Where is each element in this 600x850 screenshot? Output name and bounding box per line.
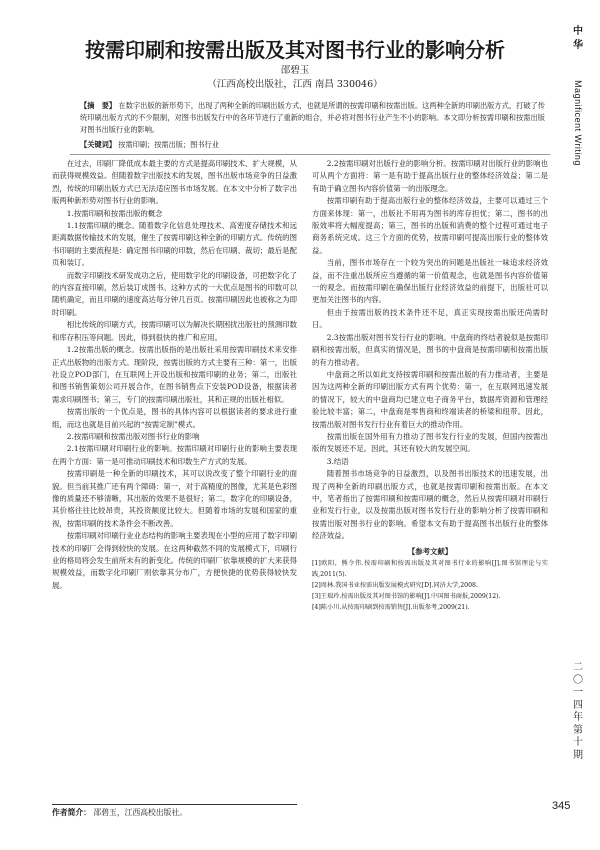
references-heading: 【参考文献】 [407,546,453,556]
paragraph: 中盘商之所以如此支持按需印刷和按需出版的有力推动者，主要是因为这两种全新的印刷出版方式有两个优势：第一，在互联网迅速发展的情况下，较大的中盘商均已建立电子商务平台，数据库资源和管理经验比较丰富；第二，中盘商是零售商和终端读者的桥梁和纽带。因此，按需出版对图书发行行业有着巨大的推动作用。 [312,369,548,429]
paragraph: 当前，图书市场存在一个较为突出的问题是出版社一味追求经济效益，而不注重出版所应当遵循的第一价值观念，也就是图书内容价值第一的观念。而按需印刷在确保出版行业经济效益的前提下，出版社可以更加关注图书的内容。 [312,258,548,305]
page-number: 345 [552,800,571,812]
paragraph: 按需出版的一个优点是，图书的具体内容可以根据读者的要求进行重组，而这也就是目前兴起的“按需定制”模式。 [52,407,297,429]
paragraph: 相比传统的印刷方式，按需印刷可以为解决长期困扰出版社的预测印数和库存积压等问题。因此，得到很快的推广和应用。 [52,320,297,342]
paragraph: 但由于按需出版的技术条件还不足，真正实现按需出版还尚需时日。 [312,307,548,330]
left-column [52,158,297,592]
issue-char: 年 [573,712,583,723]
section-heading: 1.按需印刷和按需出版的概念 [66,208,163,218]
section-heading: 3.结语 [326,456,349,466]
keywords [80,139,545,151]
reference-item: [1]欧阳，熊令伟.按需印刷和按需出版及其对图书行业的影响[J].图书馆理论与实践,2011(5). [312,560,548,578]
abstract-text: 在数字出版的新形势下，出现了两种全新的印刷出版方式，也就是所谓的按需印刷和按需出版。这两种全新的印刷出版方式，打破了传统印刷出版方式的不少限制，对图书出版发行中的各环节进行了重新的组合，并必将对图书行业产生不小的影响。本文即分析按需印刷和按需出版对图书出版行业的影响。 [80,101,545,134]
article-title: 按需印刷和按需出版及其对图书行业的影响分析 [85,38,505,62]
paragraph: 1.1按需印刷的概念。随着数字化信息处理技术、高密度存储技术和远距离数据传输技术的发展，催生了按需印刷这种全新的印刷方式。传统的图书印刷的主要流程是：确定图书印刷的印数，然后在印刷、裁切；最后是配页和装订。 [52,221,297,268]
journal-sidebar [556,0,600,850]
keywords-text: 按需印刷；按需出版；图书行业 [118,140,219,149]
paragraph: 2.1按需印刷对印刷行业的影响。按需印刷对印刷行业的影响主要表现在两个方面：第一是可推动印刷技术和印数生产方式的发展。 [52,444,297,466]
paragraph: 按需印刷有助于提高出版行业的整体经济效益，主要可以通过三个方面来体现：第一，出版社不用再为图书的库存担忧；第二，图书的出版效率将大幅度提高；第三，图书的出版和消费的整个过程可通过电子商务系统完成。这三个方面的优势，按需印刷可提高出版行业的整体效益。 [312,196,548,255]
paragraph: 按需印刷是一种全新的印刷技术，其可以说改变了整个印刷行业的面貌。但当前其推广还有两个障碍：第一，对于高精度的图像，尤其是色彩图像的质量还不够清晰，其出版的效果不是很好；第二，数字化的印刷设备，其价格往往比较昂贵，其投资额度比较大。但随着市场的发展和国家的重视，按需印刷的技术条件会不断改善。 [52,469,297,528]
journal-name-char-2: 华 [573,40,583,51]
issue-char: 期 [573,749,583,761]
reference-item: [3]王瑞玲.按需出版及其对图书馆的影响[J].中国图书商报,2009(12). [312,593,501,600]
section-heading: 2.按需印刷和按需出版对图书行业的影响 [66,431,200,441]
issue-char: 十 [573,737,583,748]
issue-char: 第 [573,724,583,736]
paragraph: 2.3按需出版对图书发行行业的影响。中盘商的终结者貌似是按需印刷和按需出版，但真实的情况是，图书的中盘商是按需印刷和按需出版的有力推动者。 [312,332,548,367]
article-author: 邵碧玉 [280,65,310,76]
paragraph: 2.2按需印刷对出版行业的影响分析。按需印刷对出版行业的影响也可从两个方面将：第一是有助于提高出版行业的整体经济效益；第二是有助于确立图书内容价值第一的出版理念。 [312,159,548,193]
footnote-label: 作者简介： [52,808,91,817]
paragraph: 随着图书市场竞争的日益激烈，以及图书出版技术的迅速发展，出现了两种全新的印刷出版方式，也就是按需印刷和按需出版。在本文中，笔者指出了按需印刷和按需印刷的概念，然后从按需印刷对印刷行业和发行行业，以及按需出版对图书发行行业的影响分析了按需印刷和按需出版对图书行业的影响。希望本文有助于提高图书出版行业的整体经济效益。 [312,469,548,541]
issue-char: 四 [573,699,583,711]
paragraph: 1.2按需出版的概念。按需出版指的是出版社采用按需印刷技术来安排正式出版物的出版方式。现阶段，按需出版的方式主要有三种：第一，出版社设立POD部门，在互联网上开设出版和按需印刷的业务；第二，出版社和图书销售策划公司开展合作，在图书销售点下安装POD设备，根据读者需求印刷图书；第三，专门的按需印刷出版社，其和正规的出版社相似。 [52,345,297,404]
paragraph: 而数字印刷技术研发成功之后，使用数字化的印刷设备，可把数字化了的内容直接印刷，然后装订成图书。这种方式的一大优点是图书的印数可以随机确定，而且印刷的速度高达每分钟几百页。按需印刷因此也被称之为即时印刷。 [52,270,297,317]
journal-english-name: Magnificent Writing [573,80,583,166]
right-column [312,158,548,613]
author-footnote [52,804,297,818]
issue-char: 一 [573,687,583,698]
abstract [80,100,545,136]
paragraph: 按需出版在国外用有力推动了图书发行行业的发展，但国内按需出版的发展还不足。因此，其还有较大的发展空间。 [312,431,548,454]
journal-name-char-1: 中 [573,26,583,37]
header-divider [70,154,550,155]
journal-issue [556,662,600,762]
issue-char: 二 [573,662,583,673]
reference-item: [2]周林.我国书业按需出版发展模式研究[D].同济大学,2008. [312,582,478,589]
reference-item: [4]陈小川.从按需印刷到按需销售[J].出版参考,2009(21). [312,604,470,611]
keywords-label: 【关键词】 [80,140,116,149]
issue-char: 〇 [573,674,583,686]
footnote-text: 邵碧玉，江西高校出版社。 [93,808,188,817]
paragraph: 按需印刷对印刷行业业态结构的影响主要表现在小型的应用了数字印刷技术的印刷厂会得到较快的发展。在这两种截然不同的发展模式下，印刷行业的格局将会发生前所未有的新变化。传统的印刷厂依靠规模的扩大来获得规模效益，而数字化印刷厂则依靠其分布广，方便快捷的优势获得较快发展。 [52,531,297,590]
abstract-label: 【摘 要】 [80,101,117,110]
author-affiliation: （江西高校出版社，江西 南昌 330046） [207,79,383,90]
paragraph: 在过去，印刷厂降低成本最主要的方式是提高印刷技术、扩大规模，从而获得规模效益。但随着数字出版技术的发展，图书出版市场竞争的日益激烈，传统的印刷出版方式已无法适应图书市场发展。在本文中分析了数字出版两种新形势对图书行业的影响。 [52,159,297,206]
